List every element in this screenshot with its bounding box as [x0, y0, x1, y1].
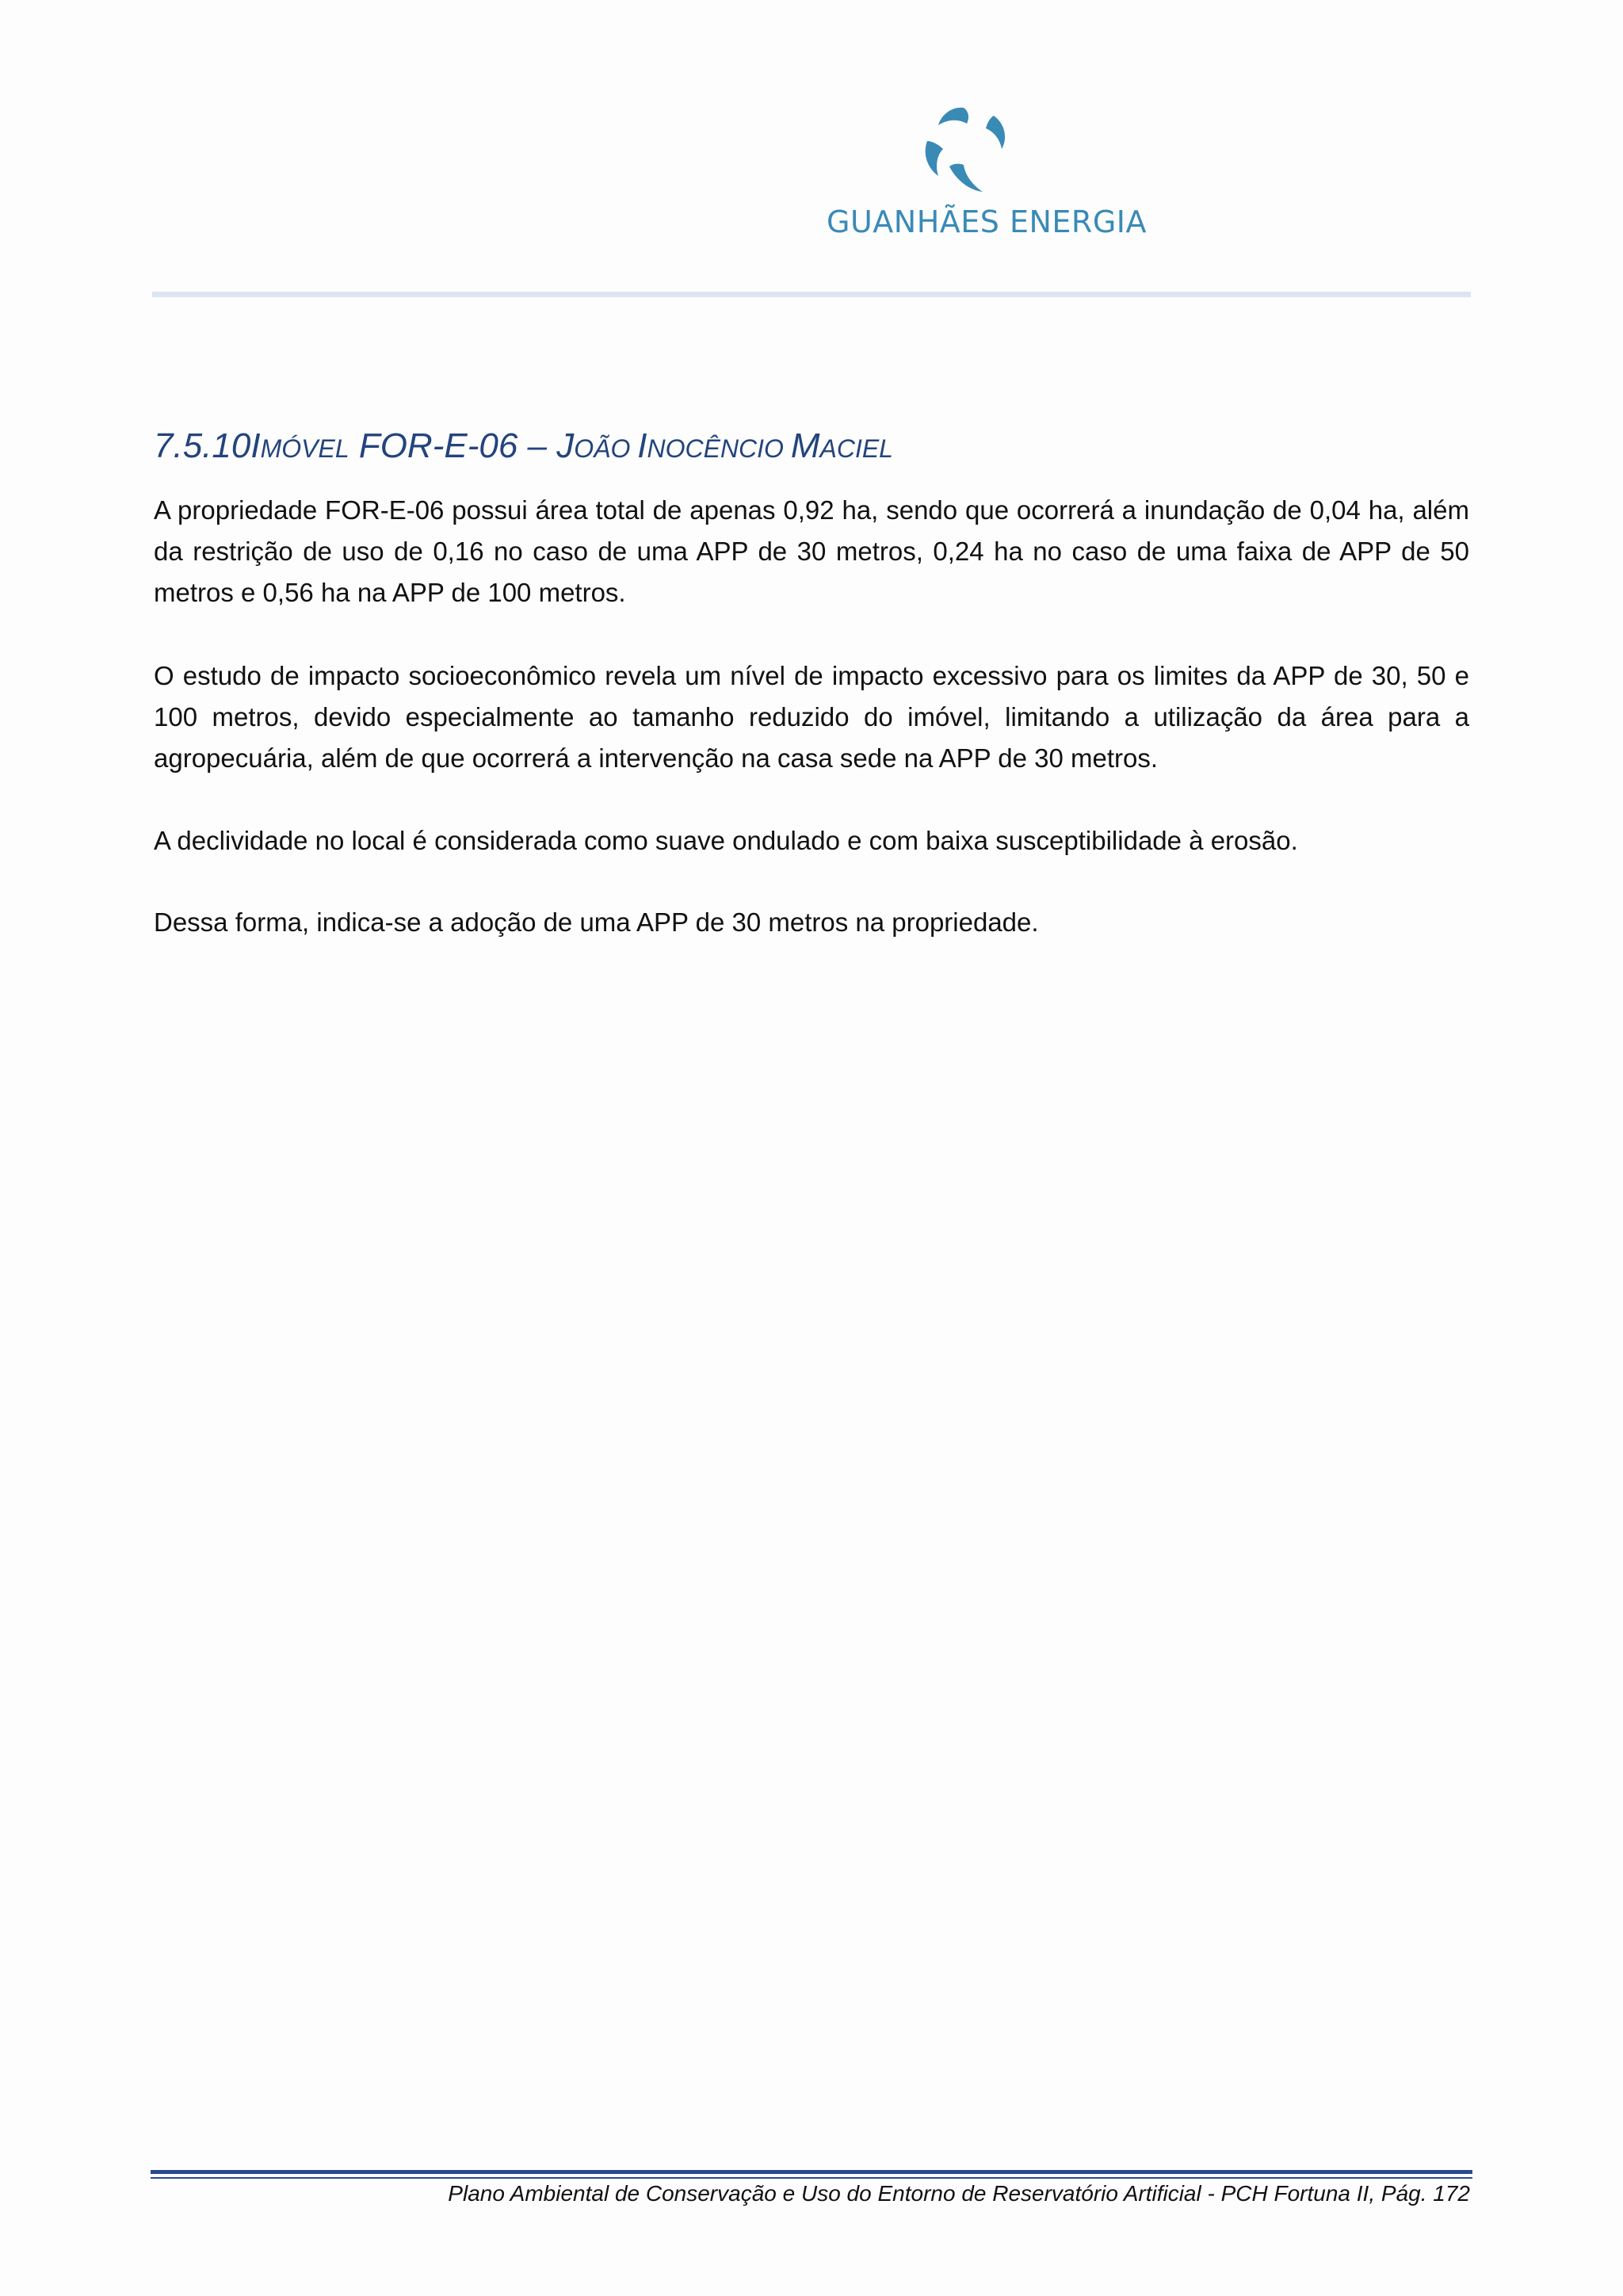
body-paragraph: O estudo de impacto socioeconômico revela um nível de impacto excessivo para os limites da APP de 30, 50 e 100 metros, devido especialmente ao tamanho reduzido do imóvel, limitando a utilização da área para a agropecuária, além de que ocorrerá a intervenção na casa sede na APP de 30 metros.	[154, 661, 1469, 773]
title-initial: I	[637, 426, 647, 465]
body-paragraph: A declividade no local é considerada como suave ondulado e com baixa susceptibilidade à erosão.	[154, 826, 1298, 855]
title-smallcaps: NOCÊNCIO	[647, 434, 791, 463]
title-code: FOR-E-06 –	[349, 426, 557, 465]
footer-divider	[151, 2170, 1472, 2174]
header-divider	[152, 292, 1471, 297]
title-initial: I	[250, 426, 261, 465]
page-footer: Plano Ambiental de Conservação e Uso do Entorno de Reservatório Artificial - PCH Fortuna II, Pág. 172	[448, 2181, 1470, 2206]
footer-divider-thin	[151, 2177, 1472, 2179]
guanhaes-logo-icon	[918, 103, 1021, 198]
logo-text: GUANHÃES ENERGIA	[827, 204, 1147, 239]
title-initial: M	[790, 426, 820, 465]
body-paragraph: A propriedade FOR-E-06 possui área total de apenas 0,92 ha, sendo que ocorrerá a inundação de 0,04 ha, além da restrição de uso de 0,16 no caso de uma APP de 30 metros, 0,24 ha no caso de uma faixa de APP de 50 metros e 0,56 ha na APP de 100 metros.	[154, 495, 1469, 607]
section-title	[154, 426, 1485, 466]
section-number: 7.5.10	[154, 426, 251, 465]
title-smallcaps: MÓVEL	[260, 434, 349, 463]
title-smallcaps: ACIEL	[819, 434, 893, 463]
title-initial: J	[556, 426, 575, 465]
company-logo	[816, 103, 1157, 246]
body-paragraph: Dessa forma, indica-se a adoção de uma APP de 30 metros na propriedade.	[154, 907, 1039, 937]
title-smallcaps: OÃO	[574, 434, 638, 463]
